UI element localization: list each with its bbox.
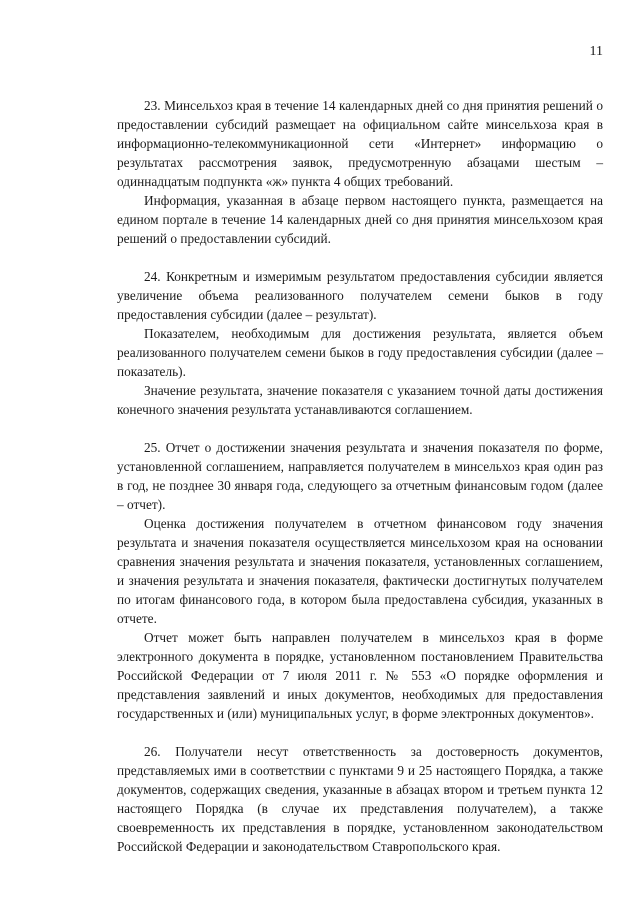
paragraph: 24. Конкретным и измеримым результатом предоставления субсидии является увеличение объема реализованного получателем семени быков в году предоставления субсидии (далее – результат). [117,269,603,322]
section-gap [117,419,603,438]
paragraph: Значение результата, значение показателя с указанием точной даты достижения конечного значения результата устанавливаются соглашением. [117,383,603,417]
paragraph: 25. Отчет о достижении значения результата и значения показателя по форме, установленной соглашением, направляется получателем в минсельхоз края один раз в год, не позднее 30 января года, следующего за отчетным финансовым годом (далее – отчет). [117,440,603,512]
section-26 [117,742,603,856]
paragraph: Показателем, необходимым для достижения результата, является объем реализованного получателем семени быков в году предоставления субсидии (далее – показатель). [117,326,603,379]
document-body [117,96,603,856]
paragraph: 23. Минсельхоз края в течение 14 календарных дней со дня принятия решений о предоставлении субсидий размещает на официальном сайте минсельхоза края в информационно-телекоммуникационной сети «Интернет» информацию о результатах рассмотрения заявок, предусмотренную абзацами шестым – одиннадцатым подпункта «ж» пункта 4 общих требований. [117,98,603,189]
section-25 [117,438,603,723]
paragraph: Информация, указанная в абзаце первом настоящего пункта, размещается на едином портале в течение 14 календарных дней со дня принятия минсельхозом края решений о предоставлении субсидий. [117,193,603,246]
paragraph: Оценка достижения получателем в отчетном финансовом году значения результата и значения показателя осуществляется минсельхозом края на основании сравнения значения результата и значения показателя, установленных соглашением, и значения результата и значения показателя, фактически достигнутых получателем по итогам финансового года, в котором была предоставлена субсидия, указанных в отчете. [117,516,603,626]
section-24 [117,267,603,419]
section-gap [117,723,603,742]
section-gap [117,248,603,267]
paragraph: 26. Получатели несут ответственность за достоверность документов, представляемых ими в соответствии с пунктами 9 и 25 настоящего Порядка, а также документов, содержащих сведения, указанные в абзацах втором и третьем пункта 12 настоящего Порядка (в случае их представления получателем), а также своевременность их представления в порядке, установленном законодательством Российской Федерации и законодательством Ставропольского края. [117,744,603,854]
page-number: 11 [589,44,603,59]
paragraph: Отчет может быть направлен получателем в минсельхоз края в форме электронного документа в порядке, установленном постановлением Правительства Российской Федерации от 7 июля 2011 г. № 553 «О порядке оформления и представления заявлений и иных документов, необходимых для предоставления государственных и (или) муниципальных услуг, в форме электронных документов». [117,630,603,721]
section-23 [117,96,603,248]
